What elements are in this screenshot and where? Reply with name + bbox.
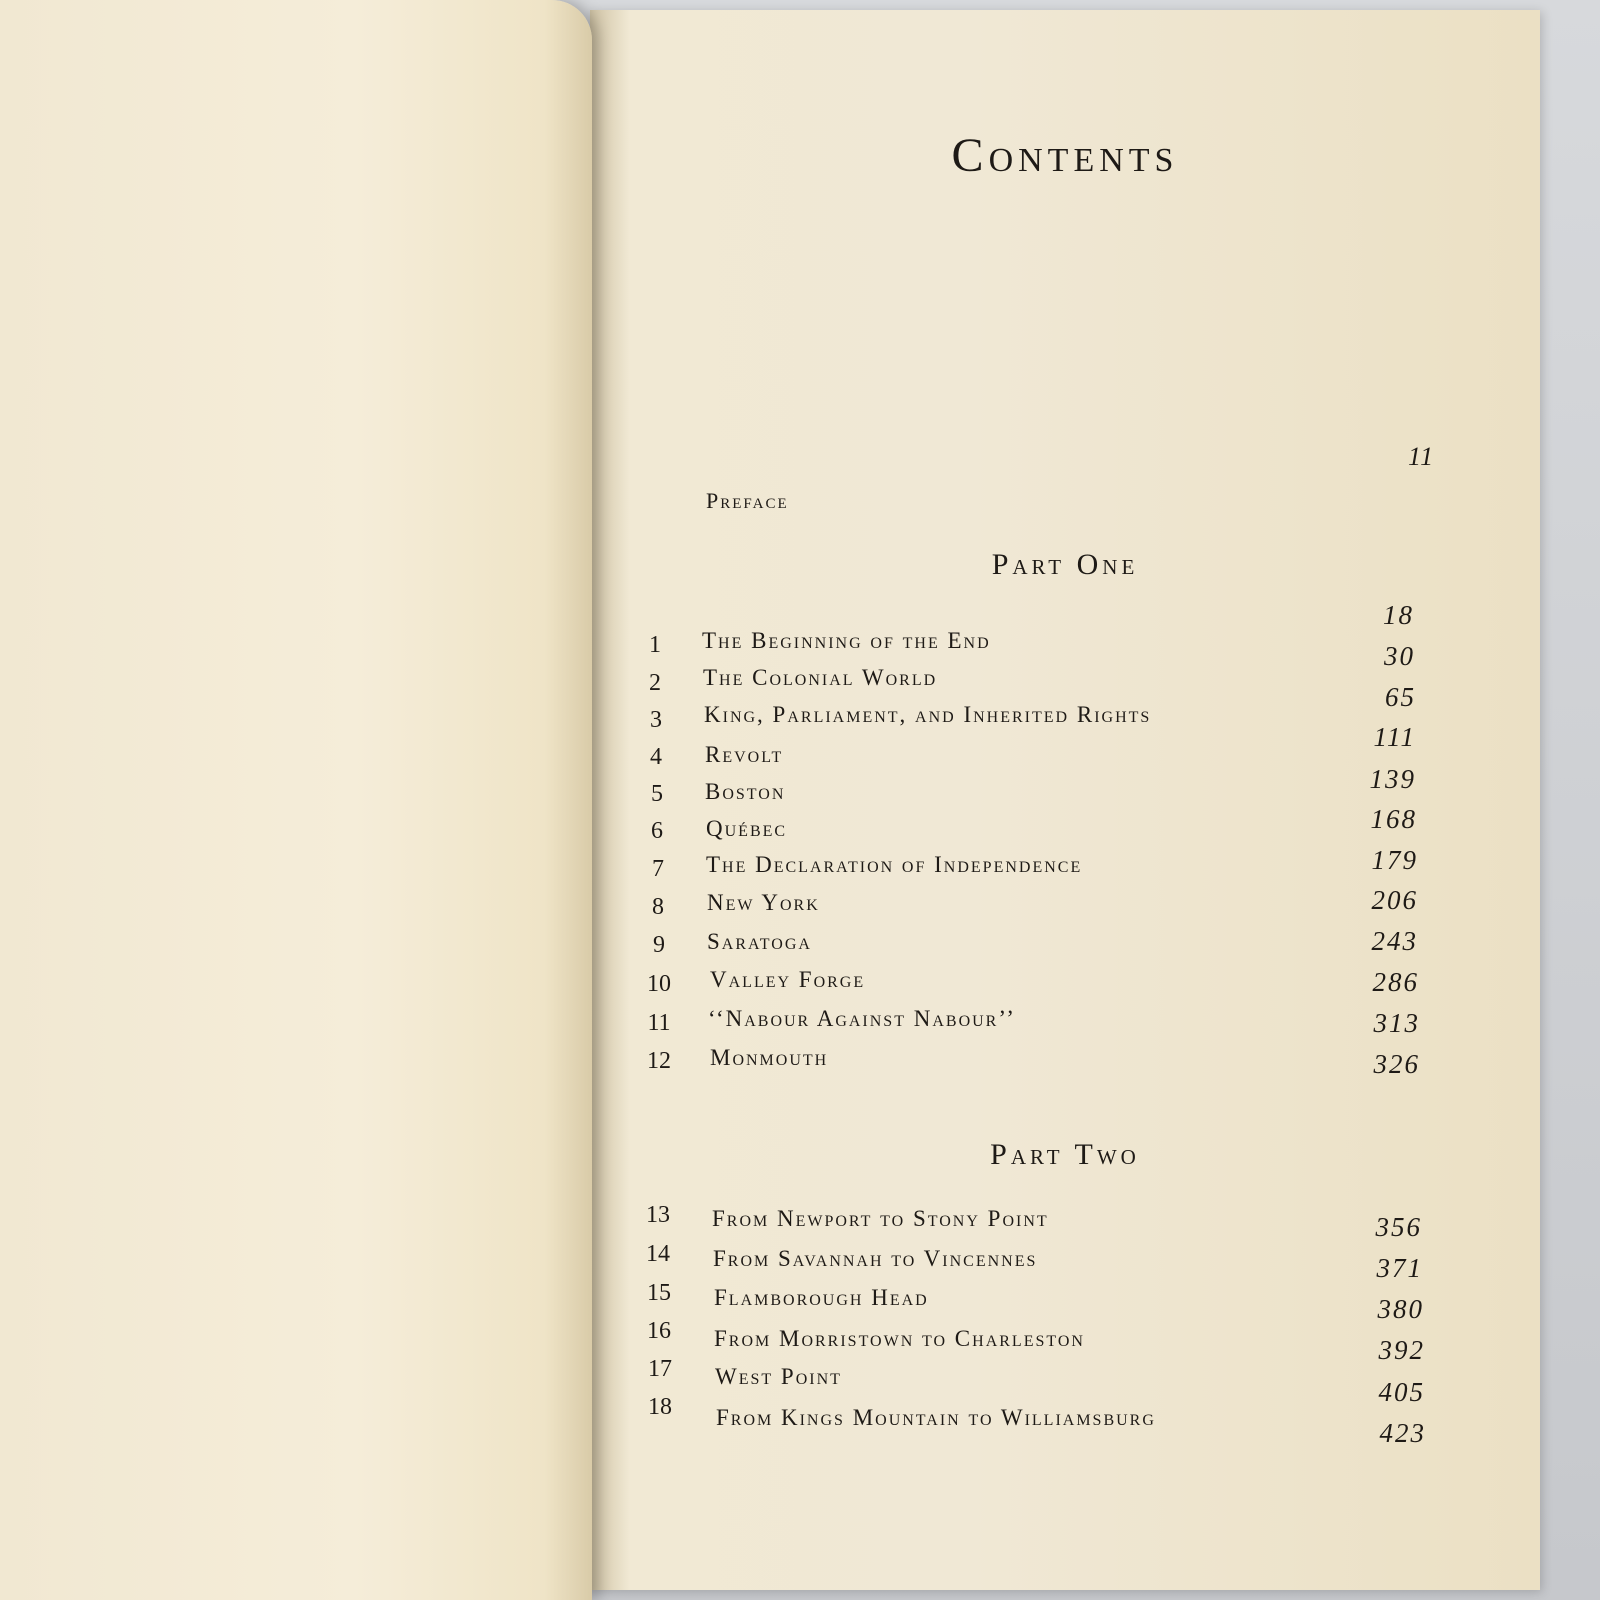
chapter-title: From Savannah to Vincennes — [713, 1246, 1038, 1271]
chapter-page-number: 168 — [1370, 804, 1417, 834]
contents-page — [590, 10, 1540, 1590]
chapter-page-number: 380 — [1377, 1294, 1424, 1324]
chapter-number: 12 — [647, 1048, 671, 1074]
chapter-title: West Point — [715, 1364, 842, 1389]
chapter-title: Monmouth — [710, 1045, 829, 1070]
chapter-title: ‘‘Nabour Against Nabour’’ — [708, 1006, 1016, 1031]
chapter-title: From Kings Mountain to Williamsburg — [716, 1405, 1156, 1430]
chapter-page-number: 30 — [1384, 641, 1415, 671]
chapter-page-number: 243 — [1371, 926, 1418, 956]
chapter-title: From Morristown to Charleston — [714, 1326, 1085, 1351]
preface-page-number: 11 — [1408, 442, 1435, 471]
chapter-page-number: 313 — [1373, 1008, 1420, 1038]
chapter-number: 8 — [652, 894, 664, 920]
chapter-page-number: 206 — [1371, 885, 1418, 915]
chapter-title: Valley Forge — [710, 967, 866, 992]
chapter-number: 2 — [649, 670, 661, 696]
page-number-column — [590, 10, 1540, 1590]
chapter-title: King, Parliament, and Inherited Rights — [704, 702, 1152, 727]
chapter-page-number: 139 — [1369, 764, 1416, 794]
chapter-number: 11 — [647, 1010, 671, 1036]
left-page — [0, 0, 592, 1600]
chapter-page-number: 356 — [1375, 1212, 1422, 1242]
chapter-title: Québec — [706, 816, 788, 841]
chapter-number: 16 — [647, 1318, 671, 1344]
chapter-number: 4 — [650, 744, 662, 770]
chapter-page-number: 326 — [1373, 1049, 1420, 1079]
contents-title: Contents — [951, 129, 1179, 182]
chapter-page-number: 423 — [1379, 1418, 1426, 1448]
chapter-number: 7 — [652, 856, 664, 882]
chapter-page-number: 405 — [1378, 1377, 1425, 1407]
chapter-page-number: 392 — [1378, 1335, 1425, 1365]
chapter-page-number: 111 — [1373, 722, 1416, 752]
chapter-title: From Newport to Stony Point — [712, 1206, 1049, 1231]
preface-entry: Preface — [706, 488, 789, 513]
chapter-title: Boston — [705, 779, 786, 804]
chapter-number: 5 — [651, 781, 663, 807]
chapter-number: 1 — [649, 632, 661, 658]
chapter-title: Revolt — [705, 742, 784, 767]
chapter-page-number: 371 — [1376, 1253, 1423, 1283]
chapter-number: 14 — [646, 1241, 670, 1267]
chapter-number: 10 — [647, 971, 671, 997]
chapter-title: New York — [707, 890, 820, 915]
chapter-title: The Declaration of Independence — [706, 852, 1083, 877]
part-one-heading: Part One — [991, 548, 1139, 581]
chapter-number: 18 — [648, 1394, 672, 1420]
chapter-title: The Colonial World — [703, 665, 938, 690]
chapter-number: 3 — [650, 707, 662, 733]
chapter-page-number: 286 — [1372, 967, 1419, 997]
chapter-title: Saratoga — [707, 929, 812, 954]
chapter-number: 6 — [651, 818, 663, 844]
part-two-heading: Part Two — [990, 1138, 1140, 1171]
chapter-number: 9 — [653, 932, 665, 958]
chapter-page-number: 65 — [1385, 682, 1416, 712]
chapter-page-number: 179 — [1371, 845, 1418, 875]
chapter-title: The Beginning of the End — [702, 628, 991, 653]
chapter-page-number: 18 — [1383, 600, 1414, 630]
chapter-number: 17 — [648, 1356, 672, 1382]
chapter-number: 15 — [647, 1280, 671, 1306]
chapter-number: 13 — [646, 1202, 670, 1228]
chapter-title: Flamborough Head — [714, 1285, 929, 1310]
